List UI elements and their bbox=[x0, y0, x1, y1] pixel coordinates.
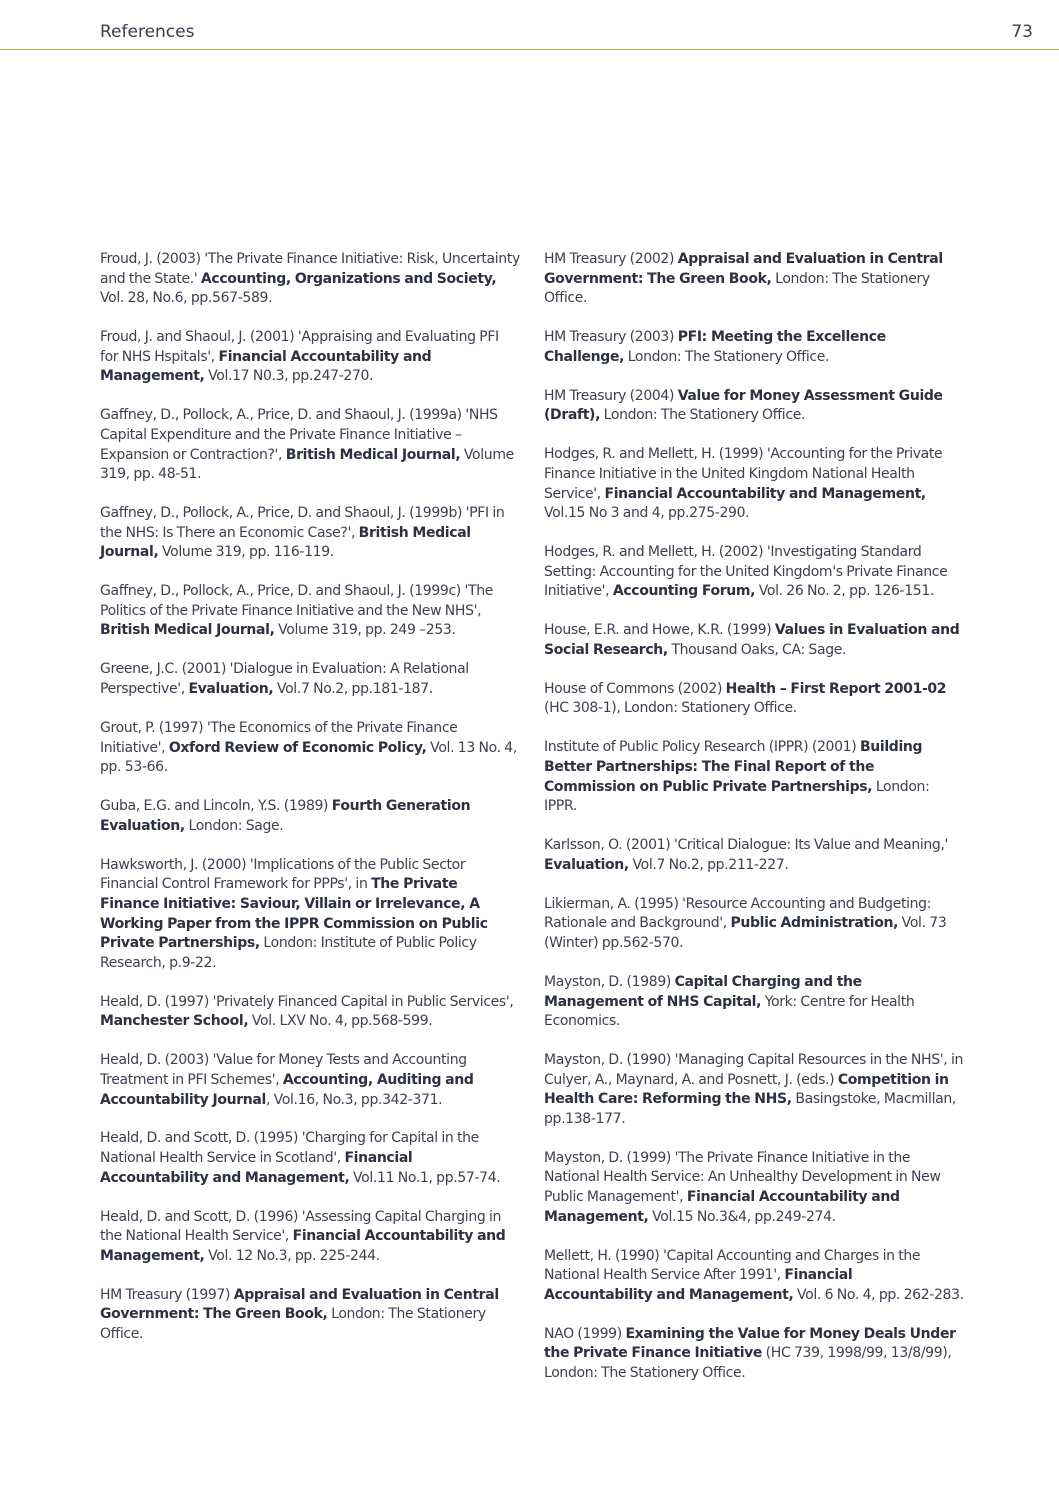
reference-entry bbox=[100, 1051, 520, 1110]
reference-text: Froud, J. and Shaoul, J. (2001) 'Appraising and Evaluating PFI for NHS Hspitals', bbox=[100, 329, 499, 365]
reference-text: HM Treasury (1997) bbox=[100, 1286, 234, 1303]
reference-text: York: Centre for Health Economics. bbox=[544, 993, 915, 1030]
reference-title: Financial Accountability and Management, bbox=[100, 1228, 506, 1264]
reference-entry bbox=[100, 504, 520, 563]
reference-text: Vol.11 No.1, pp.57-74. bbox=[349, 1169, 501, 1186]
reference-entry bbox=[544, 445, 964, 523]
reference-text: Vol.7 No.2, pp.181-187. bbox=[273, 681, 433, 698]
reference-text: , Vol.16, No.3, pp.342-371. bbox=[265, 1091, 443, 1108]
reference-entry bbox=[544, 1149, 964, 1227]
reference-title: Financial Accountability and Management, bbox=[544, 1267, 853, 1303]
reference-text: (HC 308-1), London: Stationery Office. bbox=[544, 700, 797, 717]
reference-text: Vol.15 No 3 and 4, pp.275-290. bbox=[544, 505, 750, 522]
reference-text: Gaffney, D., Pollock, A., Price, D. and Shaoul, J. (1999a) 'NHS Capital Expenditure and the Private Finance Initiative – Expansion or Contraction?', bbox=[100, 407, 498, 463]
reference-entry bbox=[544, 738, 964, 816]
reference-text: Karlsson, O. (2001) 'Critical Dialogue: Its Value and Meaning,' bbox=[544, 837, 949, 854]
reference-entry bbox=[100, 328, 520, 387]
reference-title: Values in Evaluation and Social Research, bbox=[544, 622, 960, 658]
reference-text: London: Sage. bbox=[184, 817, 284, 834]
reference-text: Hodges, R. and Mellett, H. (2002) 'Investigating Standard Setting: Accounting for the United Kingdom's Private Finance Initiative', bbox=[544, 544, 948, 600]
reference-text: Heald, D. and Scott, D. (1995) 'Charging for Capital in the National Health Service in Scotland', bbox=[100, 1130, 479, 1167]
header-title: References bbox=[100, 22, 195, 42]
reference-text: Vol.17 N0.3, pp.247-270. bbox=[204, 368, 374, 385]
reference-title: Evaluation, bbox=[188, 681, 274, 698]
reference-text: Hawksworth, J. (2000) 'Implications of the Public Sector Financial Control Framework for PPPs', in bbox=[100, 856, 466, 893]
reference-title: Competition in Health Care: Reforming the NHS, bbox=[544, 1071, 949, 1108]
reference-title: Appraisal and Evaluation in Central Government: The Green Book, bbox=[544, 251, 943, 287]
reference-text: Vol. 6 No. 4, pp. 262-283. bbox=[793, 1286, 964, 1303]
reference-title: British Medical Journal, bbox=[285, 446, 461, 463]
references-column-left bbox=[100, 250, 520, 1364]
reference-text: (HC 739, 1998/99, 13/8/99), London: The Stationery Office. bbox=[544, 1345, 952, 1381]
reference-text: London: The Stationery Office. bbox=[544, 270, 930, 307]
page-header bbox=[0, 0, 1059, 50]
reference-title: Financial Accountability and Management, bbox=[604, 485, 926, 502]
reference-entry bbox=[544, 895, 964, 954]
reference-text: NAO (1999) bbox=[544, 1325, 626, 1342]
reference-text: Vol. 12 No.3, pp. 225-244. bbox=[204, 1247, 380, 1264]
reference-text: Mayston, D. (1999) 'The Private Finance Initiative in the National Health Service: An Unhealthy Development in New Public Management', bbox=[544, 1149, 941, 1206]
reference-text: Likierman, A. (1995) 'Resource Accounting and Budgeting: Rationale and Background', bbox=[544, 895, 932, 932]
reference-title: PFI: Meeting the Excellence Challenge, bbox=[544, 329, 886, 365]
reference-text: Mayston, D. (1990) 'Managing Capital Resources in the NHS', in Culyer, A., Maynard, A. and Posnett, J. (eds.) bbox=[544, 1052, 964, 1088]
reference-text: London: The Stationery Office. bbox=[600, 407, 806, 424]
reference-text: HM Treasury (2002) bbox=[544, 251, 678, 267]
reference-entry bbox=[544, 1247, 964, 1306]
reference-text: Gaffney, D., Pollock, A., Price, D. and Shaoul, J. (1999b) 'PFI in the NHS: Is There an Economic Case?', bbox=[100, 505, 505, 541]
reference-text: Guba, E.G. and Lincoln, Y.S. (1989) bbox=[100, 798, 332, 815]
reference-text: Vol. 73 (Winter) pp.562-570. bbox=[544, 915, 947, 951]
reference-text: Thousand Oaks, CA: Sage. bbox=[667, 641, 847, 658]
reference-text: House, E.R. and Howe, K.R. (1999) bbox=[544, 622, 775, 639]
reference-text: Institute of Public Policy Research (IPPR) (2001) bbox=[544, 739, 860, 756]
reference-text: Vol. 26 No. 2, pp. 126-151. bbox=[755, 583, 934, 600]
reference-text: Vol. LXV No. 4, pp.568-599. bbox=[248, 1013, 433, 1030]
reference-entry bbox=[544, 680, 964, 719]
reference-text: Mayston, D. (1989) bbox=[544, 973, 675, 990]
reference-entry bbox=[100, 856, 520, 974]
reference-text: Vol.7 No.2, pp.211-227. bbox=[628, 856, 789, 873]
reference-text: Hodges, R. and Mellett, H. (1999) 'Accounting for the Private Finance Initiative in the United Kingdom National Health Service', bbox=[544, 446, 943, 502]
reference-entry bbox=[544, 836, 964, 875]
reference-entry bbox=[544, 973, 964, 1032]
reference-text: HM Treasury (2003) bbox=[544, 329, 678, 346]
reference-text: Volume 319, pp. 116-119. bbox=[158, 544, 334, 561]
reference-title: British Medical Journal, bbox=[100, 524, 471, 561]
reference-text: Volume 319, pp. 249 –253. bbox=[274, 622, 456, 639]
reference-title: Public Administration, bbox=[730, 915, 899, 932]
reference-entry bbox=[100, 582, 520, 641]
reference-text: Vol. 13 No. 4, pp. 53-66. bbox=[100, 739, 517, 776]
reference-text: House of Commons (2002) bbox=[544, 680, 726, 697]
reference-title: Fourth Generation Evaluation, bbox=[100, 798, 471, 834]
reference-text: Heald, D. (2003) 'Value for Money Tests and Accounting Treatment in PFI Schemes', bbox=[100, 1052, 467, 1088]
reference-text: London: The Stationery Office. bbox=[624, 348, 830, 365]
header-rule bbox=[0, 49, 1059, 50]
reference-text: Vol. 28, No.6, pp.567-589. bbox=[100, 290, 273, 307]
reference-text: Gaffney, D., Pollock, A., Price, D. and Shaoul, J. (1999c) 'The Politics of the Private Finance Initiative and the New NHS', bbox=[100, 583, 493, 619]
reference-title: Oxford Review of Economic Policy, bbox=[168, 739, 427, 756]
reference-text: Heald, D. and Scott, D. (1996) 'Assessing Capital Charging in the National Health Service', bbox=[100, 1208, 502, 1245]
reference-title: Financial Accountability and Management, bbox=[544, 1189, 900, 1225]
reference-entry bbox=[100, 660, 520, 699]
reference-title: Evaluation, bbox=[544, 856, 629, 873]
reference-entry bbox=[100, 1208, 520, 1267]
reference-entry bbox=[100, 797, 520, 836]
reference-entry bbox=[100, 1129, 520, 1188]
page-number: 73 bbox=[1011, 22, 1033, 42]
reference-entry bbox=[544, 1051, 964, 1129]
reference-text: Greene, J.C. (2001) 'Dialogue in Evaluation: A Relational Perspective', bbox=[100, 661, 469, 698]
reference-entry bbox=[544, 387, 964, 426]
reference-title: Capital Charging and the Management of NHS Capital, bbox=[544, 973, 862, 1010]
reference-entry bbox=[100, 993, 520, 1032]
reference-text: HM Treasury (2004) bbox=[544, 387, 678, 404]
reference-title: The Private Finance Initiative: Saviour, Villain or Irrelevance, A Working Paper from the IPPR Commission on Public Private Partnerships, bbox=[100, 876, 488, 952]
reference-text: Basingstoke, Macmillan, pp.138-177. bbox=[544, 1091, 956, 1127]
reference-entry bbox=[100, 1286, 520, 1345]
reference-entry bbox=[544, 621, 964, 660]
reference-entry bbox=[100, 250, 520, 309]
reference-title: Building Better Partnerships: The Final Report of the Commission on Public Private Partnerships, bbox=[544, 739, 923, 795]
reference-title: Value for Money Assessment Guide (Draft), bbox=[544, 387, 943, 424]
reference-title: Accounting, Auditing and Accountability Journal bbox=[100, 1071, 474, 1108]
reference-entry bbox=[544, 543, 964, 602]
reference-entry bbox=[544, 328, 964, 367]
reference-text: Volume 319, pp. 48-51. bbox=[100, 446, 514, 483]
reference-text: Mellett, H. (1990) 'Capital Accounting and Charges in the National Health Service After 1991', bbox=[544, 1247, 921, 1284]
reference-entry bbox=[100, 406, 520, 484]
reference-title: Accounting, Organizations and Society, bbox=[200, 270, 497, 287]
reference-text: London: Institute of Public Policy Research, p.9-22. bbox=[100, 935, 477, 971]
reference-title: Health – First Report 2001-02 bbox=[725, 680, 947, 697]
reference-text: London: IPPR. bbox=[544, 778, 930, 815]
references-column-right bbox=[544, 250, 964, 1403]
reference-text: London: The Stationery Office. bbox=[100, 1306, 486, 1343]
reference-title: Appraisal and Evaluation in Central Government: The Green Book, bbox=[100, 1286, 499, 1323]
reference-title: Examining the Value for Money Deals Under the Private Finance Initiative bbox=[544, 1325, 956, 1362]
reference-text: Froud, J. (2003) 'The Private Finance Initiative: Risk, Uncertainty and the State.' bbox=[100, 251, 520, 287]
reference-text: Vol.15 No.3&4, pp.249-274. bbox=[648, 1208, 836, 1225]
reference-title: British Medical Journal, bbox=[100, 622, 275, 639]
reference-title: Manchester School, bbox=[100, 1013, 249, 1030]
reference-entry bbox=[544, 1325, 964, 1384]
reference-title: Accounting Forum, bbox=[612, 583, 756, 600]
reference-entry bbox=[544, 250, 964, 309]
reference-text: Grout, P. (1997) 'The Economics of the Private Finance Initiative', bbox=[100, 720, 458, 756]
reference-text: Heald, D. (1997) 'Privately Financed Capital in Public Services', bbox=[100, 993, 514, 1010]
reference-entry bbox=[100, 719, 520, 778]
reference-title: Financial Accountability and Management, bbox=[100, 348, 432, 385]
reference-title: Financial Accountability and Management, bbox=[100, 1150, 413, 1186]
